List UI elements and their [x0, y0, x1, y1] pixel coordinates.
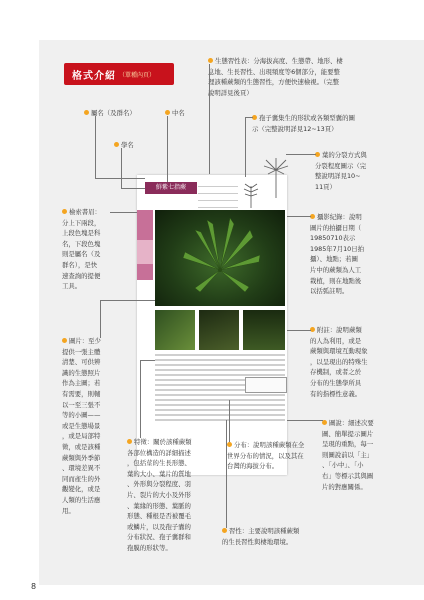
bullet-icon: [208, 58, 213, 63]
section-title-badge: [64, 63, 174, 85]
annotation-captions: 圖說：細述次要 圖、簡單提示圖片 呈現的重點，每一 則圖說前以「主」 、「小中」、「小 右」等標示其與圖 片的對應關係。: [322, 419, 374, 491]
leader-line: [95, 116, 96, 179]
bullet-icon: [227, 442, 232, 447]
leader-line: [167, 116, 168, 182]
bullet-icon: [127, 439, 132, 444]
sub-photo-left: [155, 310, 195, 350]
annotation-chinese-name: 中名: [165, 108, 185, 119]
leader-line: [209, 64, 210, 174]
leader-line: [287, 420, 323, 421]
leader-line: [229, 400, 230, 442]
leader-line: [140, 360, 141, 438]
main-photo: [155, 210, 285, 306]
annotation-photo-record: 攝影紀錄：說明 圖片的拍攝日期（ 19850710表示 1985年7月10日拍 攝）、地點；若圖 片中的蕨類為人工 栽植，則在地點後 以括弧註明。: [310, 213, 365, 296]
leader-line: [110, 212, 137, 213]
index-tab-genus: [137, 240, 153, 264]
leader-line: [245, 117, 253, 118]
bullet-icon: [114, 142, 119, 147]
section-title: 格式介紹: [72, 70, 116, 82]
annotation-distribution: 分布：說明該種蕨類在全 世界分布的情況，以及其在 台灣的海拔分布。: [227, 441, 305, 471]
sub-photo-center: [199, 310, 239, 350]
specimen-note-box: [245, 377, 287, 393]
habit-table-thumbnail: [198, 180, 238, 208]
leaf-division-fern-icon: [262, 158, 290, 198]
annotation-appendix: 附註：說明蕨類 的人為利用，或是 蕨類與環境互動現象 ，以呈現出的特殊生 存機制，或者之於 分布的生態學所具 有的指標性意義。: [310, 326, 368, 398]
sub-photo-right: [243, 310, 285, 350]
leader-line: [121, 148, 122, 188]
page-number: 8: [31, 582, 37, 591]
bullet-icon: [62, 338, 67, 343]
leader-line: [100, 300, 155, 301]
bullet-icon: [222, 528, 227, 533]
annotation-index-tab: 檢索書眉： 分上下兩段， 上段色塊是科 名，下段色塊 則是屬名（及 群名），是快 速查詢的提便 工具。: [62, 208, 101, 291]
sub-photos: [155, 310, 285, 350]
leader-line: [140, 360, 155, 361]
leader-line: [245, 117, 246, 177]
leader-line: [286, 154, 316, 155]
annotation-habit: 習性：主要說明該種蕨類 的生長習性與棲地環境。: [222, 527, 300, 546]
annotation-scientific-name: 學名: [114, 140, 134, 151]
frond-small-icon: [242, 182, 260, 208]
annotation-habit-table: 生態習性表：分海拔高度、生態帶、地形、棲 息地、生長習性、出現頻度等6個部分，能要整 理該種蕨類的生態習性，方便快速檢視。（完整 說明詳見後頁）: [208, 57, 343, 97]
bullet-icon: [84, 110, 89, 115]
annotation-leaf-division: 葉的分裂方式與 分裂程度圖示（完 整說明詳見10∼ 11頁）: [315, 151, 367, 191]
annotation-features: 特徵：關於該種蕨類 各部位構造的詳細描述 ，包括莖的生長形態、 葉的大小、葉片的質地 、外形與分裂程度、羽 片、裂片的大小及外形 、葉緣的形態、葉脈的 形態、種根是否被覆毛 或鱗片，以及孢子囊的 分布狀況、孢子囊群和 孢膜的形狀等。: [127, 438, 192, 552]
bullet-icon: [62, 209, 67, 214]
annotation-sorus: 孢子囊集生的形狀或各類型囊的圖 示（完整說明詳見12∼13頁）: [252, 114, 355, 133]
leader-line: [95, 178, 145, 179]
leader-line: [121, 188, 145, 189]
specimen-name-bar: 鮮紫七指蕨: [145, 182, 197, 194]
leader-line: [287, 330, 311, 331]
annotation-family: 屬名（及群名）: [84, 108, 136, 119]
annotation-photo: 圖片：至少 提供一張主體 清楚、可供辨 識的生態照片 作為主圖；若 有需要，則輔 以一至三張不 等的小圖—— 或是生態場景 ，或是局部特 徵，或是該種 蕨類與外季節 、環境差異不 同而產生的外 觀變化，或是 人類的生活應 用。: [62, 337, 101, 515]
leader-line: [100, 300, 101, 338]
leader-line: [287, 216, 311, 217]
section-subtitle: （單種內頁）: [119, 71, 156, 79]
fern-photo-graphic: [155, 210, 285, 306]
leader-line: [226, 420, 227, 528]
bullet-icon: [165, 110, 170, 115]
